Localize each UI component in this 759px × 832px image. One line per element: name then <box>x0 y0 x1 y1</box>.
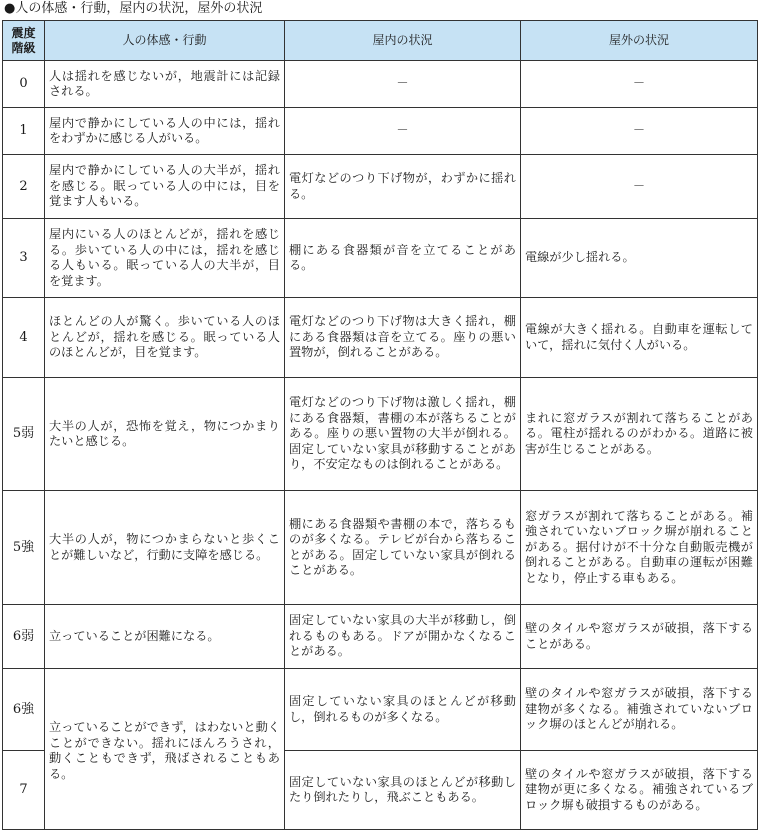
human-perception-cell: 屋内で静かにしている人の大半が，揺れを感じる。眠っている人の中には，目を覚ます人もいる。 <box>45 155 285 219</box>
human-perception-cell-merged <box>45 669 285 830</box>
outdoor-situation-cell: 壁のタイルや窓ガラスが破損，落下する建物が多くなる。補強されていないブロック塀のほとんどが崩れる。 <box>521 669 758 751</box>
outdoor-situation-cell: － <box>521 108 758 155</box>
outdoor-situation-cell: － <box>521 61 758 108</box>
indoor-situation-cell: 棚にある食器類や書棚の本で，落ちるものが多くなる。テレビが台から落ちることがある。固定していない家具が倒れることがある。 <box>285 491 521 605</box>
column-header-level-line2: 階級 <box>11 40 36 55</box>
table-row <box>3 605 758 669</box>
intensity-level-cell: 4 <box>3 298 45 378</box>
intensity-level-cell: 3 <box>3 219 45 298</box>
page-heading: ●人の体感・行動，屋内の状況，屋外の状況 <box>4 1 263 16</box>
indoor-situation-cell: 電灯などのつり下げ物は大きく揺れ，棚にある食器類は音を立てる。座りの悪い置物が，倒れることがある。 <box>285 298 521 378</box>
column-header-human-perception: 人の体感・行動 <box>45 21 285 61</box>
table-row <box>3 61 758 108</box>
human-perception-cell: ほとんどの人が驚く。歩いている人のほとんどが，揺れを感じる。眠っている人のほとんどが，目を覚ます。 <box>45 298 285 378</box>
indoor-situation-cell: 固定していない家具のほとんどが移動し，倒れるものが多くなる。 <box>285 669 521 751</box>
outdoor-situation-cell: 電線が大きく揺れる。自動車を運転していて，揺れに気付く人がいる。 <box>521 298 758 378</box>
column-header-intensity-level <box>3 21 45 61</box>
table-row <box>3 219 758 298</box>
table-header-row <box>3 21 758 61</box>
intensity-level-cell: 7 <box>3 751 45 830</box>
column-header-indoor-situation: 屋内の状況 <box>285 21 521 61</box>
indoor-situation-cell: 固定していない家具のほとんどが移動したり倒れたりし，飛ぶこともある。 <box>285 751 521 830</box>
human-perception-cell: 人は揺れを感じないが，地震計には記録される。 <box>45 61 285 108</box>
indoor-situation-cell: － <box>285 61 521 108</box>
outdoor-situation-cell: － <box>521 155 758 219</box>
indoor-situation-cell: 固定していない家具の大半が移動し，倒れるものもある。ドアが開かなくなることがある。 <box>285 605 521 669</box>
column-header-outdoor-situation: 屋外の状況 <box>521 21 758 61</box>
intensity-level-cell: 5弱 <box>3 378 45 491</box>
indoor-situation-cell: 棚にある食器類が音を立てることがある。 <box>285 219 521 298</box>
outdoor-situation-cell: まれに窓ガラスが割れて落ちることがある。電柱が揺れるのがわかる。道路に被害が生じることがある。 <box>521 378 758 491</box>
outdoor-situation-cell: 壁のタイルや窓ガラスが破損，落下することがある。 <box>521 605 758 669</box>
table-row <box>3 669 758 751</box>
intensity-level-cell: 6強 <box>3 669 45 751</box>
human-perception-cell: 屋内にいる人のほとんどが，揺れを感じる。歩いている人の中には，揺れを感じる人もいる。眠っている人の大半が，目を覚ます。 <box>45 219 285 298</box>
seismic-intensity-table <box>2 20 758 830</box>
indoor-situation-cell: 電灯などのつり下げ物は激しく揺れ，棚にある食器類，書棚の本が落ちることがある。座りの悪い置物の大半が倒れる。固定していない家具が移動することがあり，不安定なものは倒れることがある。 <box>285 378 521 491</box>
intensity-level-cell: 2 <box>3 155 45 219</box>
intensity-level-cell: 0 <box>3 61 45 108</box>
outdoor-situation-cell: 壁のタイルや窓ガラスが破損，落下する建物が更に多くなる。補強されているブロック塀も破損するものがある。 <box>521 751 758 830</box>
indoor-situation-cell: － <box>285 108 521 155</box>
human-perception-cell: 大半の人が，物につかまらないと歩くことが難しいなど，行動に支障を感じる。 <box>45 491 285 605</box>
column-header-level-line1: 震度 <box>11 25 36 40</box>
outdoor-situation-cell: 電線が少し揺れる。 <box>521 219 758 298</box>
merged-human-perception-text: 立っていることができず，はわないと動くことができない。揺れにほんろうされ，動くこともできず，飛ばされることもある。 <box>49 720 280 781</box>
table-row <box>3 298 758 378</box>
intensity-level-cell: 1 <box>3 108 45 155</box>
intensity-level-cell: 5強 <box>3 491 45 605</box>
table-row <box>3 491 758 605</box>
intensity-level-cell: 6弱 <box>3 605 45 669</box>
table-row <box>3 378 758 491</box>
table-row <box>3 155 758 219</box>
indoor-situation-cell: 電灯などのつり下げ物が，わずかに揺れる。 <box>285 155 521 219</box>
human-perception-cell: 屋内で静かにしている人の中には，揺れをわずかに感じる人がいる。 <box>45 108 285 155</box>
outdoor-situation-cell: 窓ガラスが割れて落ちることがある。補強されていないブロック塀が崩れることがある。据付けが不十分な自動販売機が倒れることがある。自動車の運転が困難となり，停止する車もある。 <box>521 491 758 605</box>
human-perception-cell: 立っていることが困難になる。 <box>45 605 285 669</box>
human-perception-cell: 大半の人が，恐怖を覚え，物につかまりたいと感じる。 <box>45 378 285 491</box>
table-row <box>3 108 758 155</box>
